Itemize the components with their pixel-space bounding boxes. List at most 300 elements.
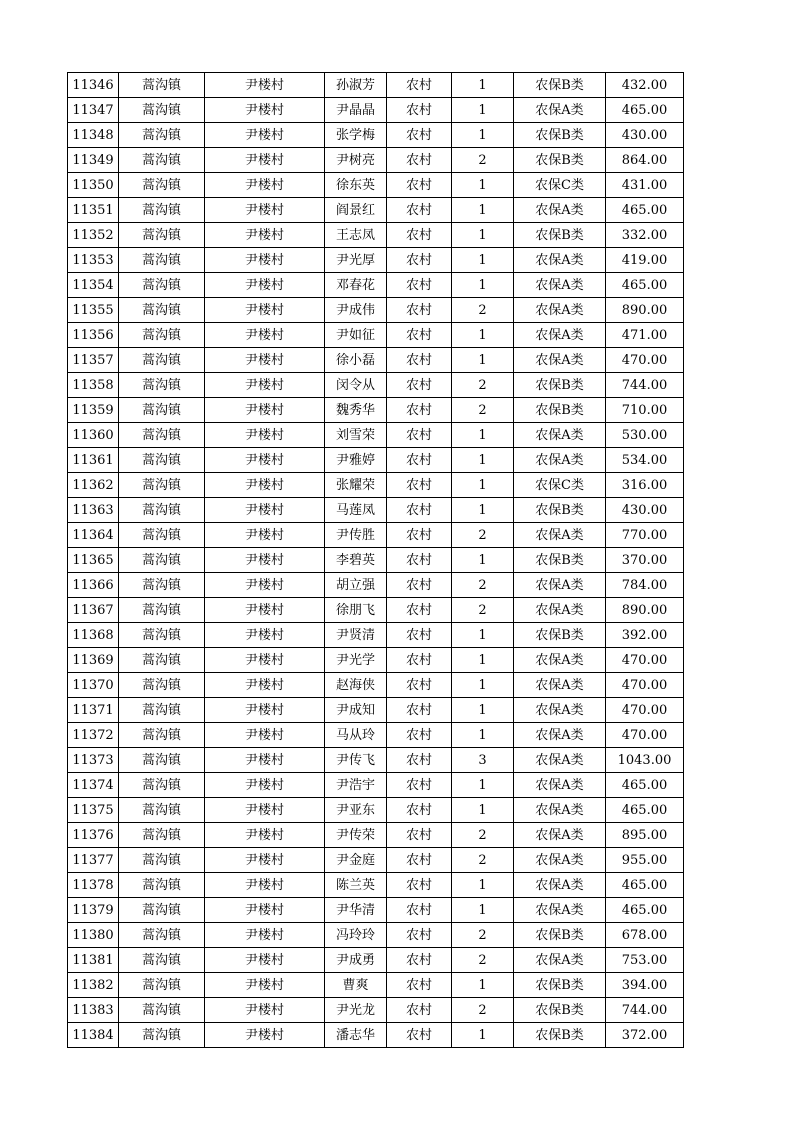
cell-insurance-category: 农保B类 xyxy=(514,1023,606,1048)
cell-insurance-category: 农保A类 xyxy=(514,598,606,623)
roster-body xyxy=(68,73,684,1048)
cell-household-count: 2 xyxy=(452,598,514,623)
cell-amount: 392.00 xyxy=(606,623,684,648)
cell-insurance-category: 农保A类 xyxy=(514,248,606,273)
table-row xyxy=(68,673,684,698)
cell-town: 蒿沟镇 xyxy=(119,698,205,723)
cell-household-count: 2 xyxy=(452,398,514,423)
cell-area-type: 农村 xyxy=(387,573,452,598)
cell-person-name: 尹如征 xyxy=(325,323,387,348)
cell-area-type: 农村 xyxy=(387,98,452,123)
table-row xyxy=(68,548,684,573)
cell-insurance-category: 农保B类 xyxy=(514,998,606,1023)
cell-household-count: 2 xyxy=(452,523,514,548)
cell-household-count: 1 xyxy=(452,473,514,498)
table-row xyxy=(68,373,684,398)
cell-village: 尹楼村 xyxy=(205,648,325,673)
cell-town: 蒿沟镇 xyxy=(119,498,205,523)
cell-insurance-category: 农保A类 xyxy=(514,948,606,973)
cell-insurance-category: 农保B类 xyxy=(514,223,606,248)
cell-amount: 316.00 xyxy=(606,473,684,498)
cell-town: 蒿沟镇 xyxy=(119,873,205,898)
cell-person-name: 尹传飞 xyxy=(325,748,387,773)
cell-person-name: 尹亚东 xyxy=(325,798,387,823)
cell-amount: 770.00 xyxy=(606,523,684,548)
cell-household-count: 1 xyxy=(452,348,514,373)
cell-person-name: 尹金庭 xyxy=(325,848,387,873)
cell-town: 蒿沟镇 xyxy=(119,723,205,748)
table-row xyxy=(68,223,684,248)
cell-area-type: 农村 xyxy=(387,198,452,223)
cell-village: 尹楼村 xyxy=(205,548,325,573)
cell-village: 尹楼村 xyxy=(205,848,325,873)
cell-insurance-category: 农保A类 xyxy=(514,523,606,548)
cell-village: 尹楼村 xyxy=(205,598,325,623)
cell-insurance-category: 农保A类 xyxy=(514,673,606,698)
cell-area-type: 农村 xyxy=(387,673,452,698)
cell-town: 蒿沟镇 xyxy=(119,573,205,598)
cell-household-count: 1 xyxy=(452,648,514,673)
cell-amount: 370.00 xyxy=(606,548,684,573)
cell-amount: 470.00 xyxy=(606,648,684,673)
cell-village: 尹楼村 xyxy=(205,273,325,298)
cell-town: 蒿沟镇 xyxy=(119,898,205,923)
table-row xyxy=(68,923,684,948)
cell-person-name: 阎景红 xyxy=(325,198,387,223)
cell-village: 尹楼村 xyxy=(205,398,325,423)
cell-village: 尹楼村 xyxy=(205,823,325,848)
cell-amount: 864.00 xyxy=(606,148,684,173)
cell-person-name: 尹晶晶 xyxy=(325,98,387,123)
cell-town: 蒿沟镇 xyxy=(119,323,205,348)
cell-area-type: 农村 xyxy=(387,1023,452,1048)
cell-record-id: 11367 xyxy=(68,598,119,623)
cell-household-count: 1 xyxy=(452,723,514,748)
cell-area-type: 农村 xyxy=(387,473,452,498)
cell-area-type: 农村 xyxy=(387,123,452,148)
cell-person-name: 尹光学 xyxy=(325,648,387,673)
table-row xyxy=(68,498,684,523)
cell-record-id: 11353 xyxy=(68,248,119,273)
cell-household-count: 1 xyxy=(452,973,514,998)
cell-household-count: 1 xyxy=(452,773,514,798)
cell-person-name: 冯玲玲 xyxy=(325,923,387,948)
cell-amount: 678.00 xyxy=(606,923,684,948)
cell-village: 尹楼村 xyxy=(205,473,325,498)
table-row xyxy=(68,623,684,648)
cell-area-type: 农村 xyxy=(387,823,452,848)
cell-record-id: 11375 xyxy=(68,798,119,823)
cell-record-id: 11368 xyxy=(68,623,119,648)
cell-town: 蒿沟镇 xyxy=(119,998,205,1023)
cell-amount: 710.00 xyxy=(606,398,684,423)
cell-area-type: 农村 xyxy=(387,548,452,573)
cell-household-count: 1 xyxy=(452,498,514,523)
cell-village: 尹楼村 xyxy=(205,1023,325,1048)
cell-record-id: 11366 xyxy=(68,573,119,598)
cell-person-name: 尹成伟 xyxy=(325,298,387,323)
cell-village: 尹楼村 xyxy=(205,323,325,348)
cell-record-id: 11374 xyxy=(68,773,119,798)
cell-town: 蒿沟镇 xyxy=(119,173,205,198)
table-row xyxy=(68,723,684,748)
cell-village: 尹楼村 xyxy=(205,223,325,248)
cell-amount: 470.00 xyxy=(606,723,684,748)
cell-person-name: 胡立强 xyxy=(325,573,387,598)
cell-insurance-category: 农保B类 xyxy=(514,398,606,423)
cell-town: 蒿沟镇 xyxy=(119,773,205,798)
cell-person-name: 尹华清 xyxy=(325,898,387,923)
cell-village: 尹楼村 xyxy=(205,998,325,1023)
cell-village: 尹楼村 xyxy=(205,198,325,223)
table-row xyxy=(68,823,684,848)
table-row xyxy=(68,973,684,998)
cell-amount: 465.00 xyxy=(606,273,684,298)
cell-village: 尹楼村 xyxy=(205,123,325,148)
cell-record-id: 11349 xyxy=(68,148,119,173)
cell-village: 尹楼村 xyxy=(205,898,325,923)
cell-person-name: 徐小磊 xyxy=(325,348,387,373)
cell-amount: 955.00 xyxy=(606,848,684,873)
table-row xyxy=(68,248,684,273)
cell-record-id: 11370 xyxy=(68,673,119,698)
cell-amount: 372.00 xyxy=(606,1023,684,1048)
cell-insurance-category: 农保C类 xyxy=(514,173,606,198)
cell-person-name: 尹光龙 xyxy=(325,998,387,1023)
cell-insurance-category: 农保A类 xyxy=(514,698,606,723)
cell-record-id: 11365 xyxy=(68,548,119,573)
cell-town: 蒿沟镇 xyxy=(119,748,205,773)
cell-household-count: 2 xyxy=(452,948,514,973)
cell-area-type: 农村 xyxy=(387,523,452,548)
cell-record-id: 11361 xyxy=(68,448,119,473)
cell-village: 尹楼村 xyxy=(205,448,325,473)
cell-insurance-category: 农保B类 xyxy=(514,373,606,398)
table-row xyxy=(68,748,684,773)
cell-amount: 465.00 xyxy=(606,798,684,823)
cell-record-id: 11364 xyxy=(68,523,119,548)
cell-person-name: 王志凤 xyxy=(325,223,387,248)
cell-amount: 753.00 xyxy=(606,948,684,973)
table-row xyxy=(68,998,684,1023)
cell-record-id: 11362 xyxy=(68,473,119,498)
cell-record-id: 11376 xyxy=(68,823,119,848)
cell-village: 尹楼村 xyxy=(205,98,325,123)
cell-amount: 784.00 xyxy=(606,573,684,598)
cell-record-id: 11377 xyxy=(68,848,119,873)
cell-amount: 530.00 xyxy=(606,423,684,448)
table-row xyxy=(68,123,684,148)
cell-area-type: 农村 xyxy=(387,923,452,948)
cell-town: 蒿沟镇 xyxy=(119,473,205,498)
cell-record-id: 11378 xyxy=(68,873,119,898)
table-row xyxy=(68,148,684,173)
cell-village: 尹楼村 xyxy=(205,973,325,998)
cell-area-type: 农村 xyxy=(387,423,452,448)
cell-town: 蒿沟镇 xyxy=(119,923,205,948)
cell-record-id: 11348 xyxy=(68,123,119,148)
cell-record-id: 11363 xyxy=(68,498,119,523)
cell-area-type: 农村 xyxy=(387,448,452,473)
table-row xyxy=(68,648,684,673)
cell-area-type: 农村 xyxy=(387,623,452,648)
cell-person-name: 尹浩宇 xyxy=(325,773,387,798)
cell-area-type: 农村 xyxy=(387,223,452,248)
cell-village: 尹楼村 xyxy=(205,423,325,448)
cell-town: 蒿沟镇 xyxy=(119,423,205,448)
cell-amount: 419.00 xyxy=(606,248,684,273)
cell-village: 尹楼村 xyxy=(205,73,325,98)
cell-amount: 465.00 xyxy=(606,98,684,123)
cell-record-id: 11379 xyxy=(68,898,119,923)
cell-town: 蒿沟镇 xyxy=(119,973,205,998)
cell-amount: 465.00 xyxy=(606,873,684,898)
table-row xyxy=(68,773,684,798)
table-row xyxy=(68,198,684,223)
cell-insurance-category: 农保B类 xyxy=(514,973,606,998)
cell-insurance-category: 农保A类 xyxy=(514,423,606,448)
cell-amount: 890.00 xyxy=(606,598,684,623)
cell-area-type: 农村 xyxy=(387,173,452,198)
table-row xyxy=(68,798,684,823)
cell-town: 蒿沟镇 xyxy=(119,98,205,123)
cell-record-id: 11350 xyxy=(68,173,119,198)
cell-amount: 430.00 xyxy=(606,498,684,523)
cell-town: 蒿沟镇 xyxy=(119,623,205,648)
cell-household-count: 1 xyxy=(452,898,514,923)
cell-person-name: 曹爽 xyxy=(325,973,387,998)
cell-insurance-category: 农保A类 xyxy=(514,273,606,298)
cell-amount: 1043.00 xyxy=(606,748,684,773)
cell-area-type: 农村 xyxy=(387,323,452,348)
cell-household-count: 1 xyxy=(452,173,514,198)
cell-village: 尹楼村 xyxy=(205,573,325,598)
table-row xyxy=(68,473,684,498)
cell-household-count: 1 xyxy=(452,223,514,248)
cell-insurance-category: 农保A类 xyxy=(514,773,606,798)
cell-area-type: 农村 xyxy=(387,773,452,798)
cell-household-count: 1 xyxy=(452,448,514,473)
cell-town: 蒿沟镇 xyxy=(119,648,205,673)
cell-household-count: 1 xyxy=(452,273,514,298)
cell-record-id: 11373 xyxy=(68,748,119,773)
cell-amount: 471.00 xyxy=(606,323,684,348)
cell-town: 蒿沟镇 xyxy=(119,948,205,973)
table-row xyxy=(68,573,684,598)
cell-person-name: 闵令从 xyxy=(325,373,387,398)
cell-amount: 332.00 xyxy=(606,223,684,248)
cell-town: 蒿沟镇 xyxy=(119,673,205,698)
cell-person-name: 魏秀华 xyxy=(325,398,387,423)
cell-amount: 432.00 xyxy=(606,73,684,98)
cell-village: 尹楼村 xyxy=(205,948,325,973)
cell-village: 尹楼村 xyxy=(205,673,325,698)
cell-insurance-category: 农保A类 xyxy=(514,198,606,223)
cell-household-count: 2 xyxy=(452,573,514,598)
cell-village: 尹楼村 xyxy=(205,298,325,323)
cell-town: 蒿沟镇 xyxy=(119,448,205,473)
cell-record-id: 11372 xyxy=(68,723,119,748)
cell-record-id: 11354 xyxy=(68,273,119,298)
table-row xyxy=(68,873,684,898)
cell-area-type: 农村 xyxy=(387,723,452,748)
cell-village: 尹楼村 xyxy=(205,623,325,648)
cell-village: 尹楼村 xyxy=(205,148,325,173)
cell-amount: 744.00 xyxy=(606,998,684,1023)
cell-amount: 470.00 xyxy=(606,698,684,723)
cell-town: 蒿沟镇 xyxy=(119,848,205,873)
cell-area-type: 农村 xyxy=(387,948,452,973)
cell-record-id: 11346 xyxy=(68,73,119,98)
cell-insurance-category: 农保A类 xyxy=(514,448,606,473)
cell-insurance-category: 农保A类 xyxy=(514,648,606,673)
cell-household-count: 3 xyxy=(452,748,514,773)
cell-record-id: 11347 xyxy=(68,98,119,123)
cell-household-count: 2 xyxy=(452,373,514,398)
cell-insurance-category: 农保B类 xyxy=(514,123,606,148)
table-row xyxy=(68,323,684,348)
cell-person-name: 徐东英 xyxy=(325,173,387,198)
cell-town: 蒿沟镇 xyxy=(119,373,205,398)
cell-person-name: 尹成勇 xyxy=(325,948,387,973)
cell-area-type: 农村 xyxy=(387,73,452,98)
cell-insurance-category: 农保A类 xyxy=(514,748,606,773)
cell-household-count: 1 xyxy=(452,1023,514,1048)
cell-amount: 895.00 xyxy=(606,823,684,848)
cell-household-count: 1 xyxy=(452,873,514,898)
cell-household-count: 1 xyxy=(452,698,514,723)
cell-record-id: 11358 xyxy=(68,373,119,398)
cell-person-name: 马莲凤 xyxy=(325,498,387,523)
cell-person-name: 张耀荣 xyxy=(325,473,387,498)
cell-person-name: 尹雅婷 xyxy=(325,448,387,473)
cell-record-id: 11360 xyxy=(68,423,119,448)
cell-insurance-category: 农保A类 xyxy=(514,723,606,748)
cell-town: 蒿沟镇 xyxy=(119,198,205,223)
table-row xyxy=(68,173,684,198)
cell-town: 蒿沟镇 xyxy=(119,298,205,323)
cell-record-id: 11383 xyxy=(68,998,119,1023)
cell-village: 尹楼村 xyxy=(205,798,325,823)
cell-village: 尹楼村 xyxy=(205,348,325,373)
cell-town: 蒿沟镇 xyxy=(119,123,205,148)
cell-household-count: 1 xyxy=(452,198,514,223)
cell-person-name: 尹树亮 xyxy=(325,148,387,173)
table-row xyxy=(68,98,684,123)
table-row xyxy=(68,73,684,98)
cell-household-count: 1 xyxy=(452,423,514,448)
cell-record-id: 11384 xyxy=(68,1023,119,1048)
cell-record-id: 11352 xyxy=(68,223,119,248)
table-row xyxy=(68,423,684,448)
cell-village: 尹楼村 xyxy=(205,698,325,723)
cell-town: 蒿沟镇 xyxy=(119,273,205,298)
cell-area-type: 农村 xyxy=(387,998,452,1023)
cell-insurance-category: 农保A类 xyxy=(514,873,606,898)
table-row xyxy=(68,273,684,298)
cell-insurance-category: 农保B类 xyxy=(514,923,606,948)
cell-person-name: 尹传胜 xyxy=(325,523,387,548)
cell-record-id: 11380 xyxy=(68,923,119,948)
cell-person-name: 张学梅 xyxy=(325,123,387,148)
cell-area-type: 农村 xyxy=(387,298,452,323)
cell-household-count: 1 xyxy=(452,98,514,123)
cell-town: 蒿沟镇 xyxy=(119,223,205,248)
cell-person-name: 邓春花 xyxy=(325,273,387,298)
cell-amount: 534.00 xyxy=(606,448,684,473)
cell-area-type: 农村 xyxy=(387,873,452,898)
cell-insurance-category: 农保A类 xyxy=(514,323,606,348)
cell-village: 尹楼村 xyxy=(205,873,325,898)
cell-village: 尹楼村 xyxy=(205,173,325,198)
cell-area-type: 农村 xyxy=(387,898,452,923)
cell-record-id: 11355 xyxy=(68,298,119,323)
cell-household-count: 2 xyxy=(452,298,514,323)
table-row xyxy=(68,948,684,973)
cell-area-type: 农村 xyxy=(387,348,452,373)
cell-village: 尹楼村 xyxy=(205,773,325,798)
cell-household-count: 1 xyxy=(452,323,514,348)
cell-household-count: 2 xyxy=(452,848,514,873)
cell-household-count: 1 xyxy=(452,248,514,273)
cell-insurance-category: 农保C类 xyxy=(514,473,606,498)
cell-amount: 465.00 xyxy=(606,898,684,923)
cell-area-type: 农村 xyxy=(387,848,452,873)
cell-insurance-category: 农保A类 xyxy=(514,573,606,598)
cell-household-count: 1 xyxy=(452,673,514,698)
table-row xyxy=(68,298,684,323)
cell-village: 尹楼村 xyxy=(205,373,325,398)
cell-person-name: 潘志华 xyxy=(325,1023,387,1048)
cell-town: 蒿沟镇 xyxy=(119,598,205,623)
table-row xyxy=(68,1023,684,1048)
cell-village: 尹楼村 xyxy=(205,248,325,273)
cell-area-type: 农村 xyxy=(387,598,452,623)
cell-person-name: 尹光厚 xyxy=(325,248,387,273)
cell-household-count: 1 xyxy=(452,798,514,823)
cell-insurance-category: 农保A类 xyxy=(514,348,606,373)
cell-household-count: 2 xyxy=(452,923,514,948)
cell-person-name: 陈兰英 xyxy=(325,873,387,898)
cell-village: 尹楼村 xyxy=(205,923,325,948)
cell-town: 蒿沟镇 xyxy=(119,73,205,98)
cell-village: 尹楼村 xyxy=(205,498,325,523)
cell-person-name: 赵海侠 xyxy=(325,673,387,698)
cell-household-count: 2 xyxy=(452,148,514,173)
cell-town: 蒿沟镇 xyxy=(119,398,205,423)
roster-table xyxy=(67,72,684,1048)
cell-record-id: 11369 xyxy=(68,648,119,673)
cell-amount: 890.00 xyxy=(606,298,684,323)
cell-area-type: 农村 xyxy=(387,498,452,523)
cell-record-id: 11359 xyxy=(68,398,119,423)
cell-town: 蒿沟镇 xyxy=(119,1023,205,1048)
cell-household-count: 1 xyxy=(452,623,514,648)
cell-record-id: 11381 xyxy=(68,948,119,973)
cell-insurance-category: 农保A类 xyxy=(514,798,606,823)
cell-insurance-category: 农保B类 xyxy=(514,73,606,98)
cell-record-id: 11357 xyxy=(68,348,119,373)
cell-amount: 470.00 xyxy=(606,348,684,373)
cell-person-name: 马从玲 xyxy=(325,723,387,748)
cell-amount: 431.00 xyxy=(606,173,684,198)
cell-person-name: 孙淑芳 xyxy=(325,73,387,98)
cell-household-count: 1 xyxy=(452,548,514,573)
cell-area-type: 农村 xyxy=(387,648,452,673)
cell-person-name: 徐朋飞 xyxy=(325,598,387,623)
cell-household-count: 1 xyxy=(452,73,514,98)
cell-person-name: 尹传荣 xyxy=(325,823,387,848)
